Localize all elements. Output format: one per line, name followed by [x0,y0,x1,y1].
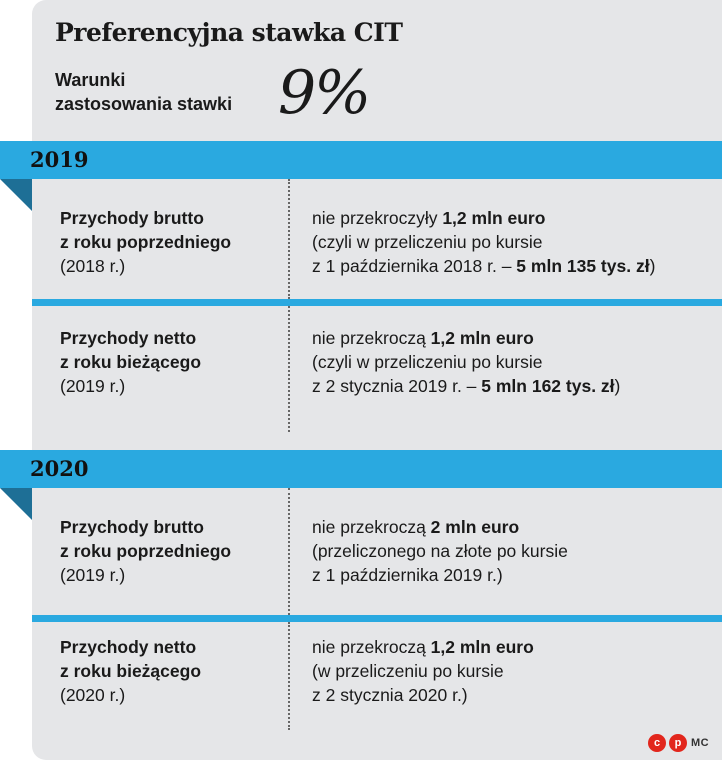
row-divider [32,299,722,306]
value-text: z 2 stycznia 2019 r. – [312,376,482,396]
row-value-line-2: (czyli w przeliczeniu po kursie [312,352,543,372]
row-value-line-3 [312,374,717,398]
row-label-note: (2020 r.) [60,685,126,705]
row-label [60,326,280,398]
page-title: Preferencyjna stawka CIT [55,18,403,47]
row-label-line-1: Przychody netto [60,328,197,348]
row-value-line-3 [312,683,717,707]
value-amount: 2 mln euro [430,517,520,537]
row-label-line-2: z roku poprzedniego [60,541,232,561]
year-bar-2020 [0,450,722,488]
rate-value: 9% [278,58,370,128]
publisher-logo [648,734,687,752]
value-text: nie przekroczą [312,517,431,537]
row-value-line-1 [312,515,717,539]
row-value [312,326,717,398]
subtitle-line-2: zastosowania stawki [55,94,233,114]
logo-p-icon: p [669,734,687,752]
value-amount: 5 mln 162 tys. zł [481,376,615,396]
value-amount: 1,2 mln euro [430,637,534,657]
value-text: nie przekroczyły [312,208,443,228]
year-label: 2020 [30,456,89,481]
row-value-line-3 [312,563,717,587]
row-value-line-2: (czyli w przeliczeniu po kursie [312,232,543,252]
row-divider [32,615,722,622]
row-value [312,206,717,278]
row-value-line-1 [312,206,717,230]
row-label-line-2: z roku bieżącego [60,661,202,681]
row-label-line-2: z roku bieżącego [60,352,202,372]
row-label-note: (2019 r.) [60,376,126,396]
row-label-line-1: Przychody brutto [60,208,204,228]
row-label-note: (2018 r.) [60,256,126,276]
row-label [60,515,280,587]
row-value-line-3 [312,254,717,278]
fold-corner-2020 [0,488,32,520]
value-text: nie przekroczą [312,637,431,657]
value-amount: 1,2 mln euro [442,208,546,228]
row-label-note: (2019 r.) [60,565,126,585]
value-text: ) [614,376,621,396]
value-text: ) [649,256,656,276]
row-label-line-1: Przychody netto [60,637,197,657]
row-value-line-1 [312,635,717,659]
value-text: z 1 października 2019 r.) [312,565,503,585]
row-label-line-1: Przychody brutto [60,517,204,537]
column-separator [288,622,290,730]
row-value-line-2: (przeliczonego na złote po kursie [312,541,568,561]
row-label-line-2: z roku poprzedniego [60,232,232,252]
year-label: 2019 [30,147,89,172]
row-value [312,635,717,707]
row-value-line-1 [312,326,717,350]
value-text: z 2 stycznia 2020 r.) [312,685,468,705]
year-bar-2019 [0,141,722,179]
subtitle-line-1: Warunki [55,70,126,90]
subtitle [55,68,232,116]
row-value [312,515,717,587]
row-value-line-2: (w przeliczeniu po kursie [312,661,504,681]
author-initials: MC [691,737,710,749]
column-separator [288,306,290,432]
fold-corner-2019 [0,179,32,211]
value-text: nie przekroczą [312,328,431,348]
value-text: z 1 października 2018 r. – [312,256,517,276]
row-label [60,635,280,707]
row-label [60,206,280,278]
column-separator [288,179,290,299]
column-separator [288,488,290,615]
value-amount: 5 mln 135 tys. zł [516,256,650,276]
logo-c-icon: c [648,734,666,752]
value-amount: 1,2 mln euro [430,328,534,348]
